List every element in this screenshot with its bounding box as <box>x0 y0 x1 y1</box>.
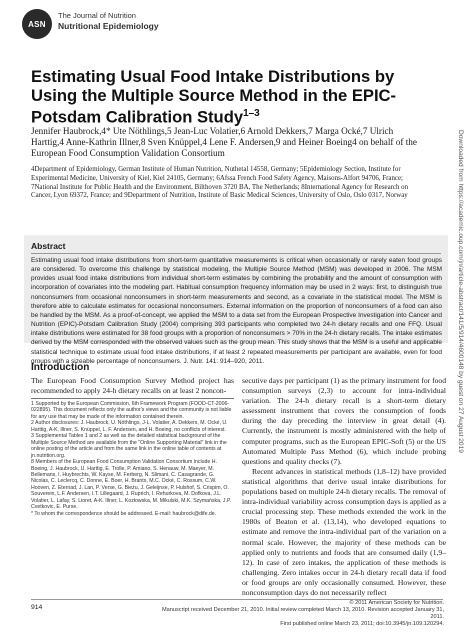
right-para-2: Recent advances in statistical methods (1,8–12) have provided statistical algorithms that derive usual intake distributions for populations based on multiple 24-h dietary recalls. The removal of intra-individual variability across consumption days is applied as a crucial processing step. These methods extended the work in the 1980s of Beaton et al. (13,14), who developed equations to estimate and remove the intra-individual part of the variation on a normal scale. However, the majority of these methods can be applied only to nutrients and foods that are consumed daily (1,9–12). In case of zero intakes, the application of these methods is challenging. Zero intakes occur in 24-h dietary recall data if food or food groups are only occasionally consumed. However, these nonconsumption days do not necessarily reflect <box>242 466 446 597</box>
footnote-divider <box>31 398 234 399</box>
authors: Jennifer Haubrock,4* Ute Nöthlings,5 Jean-Luc Volatier,6 Arnold Dekkers,7 Marga Ocké,7 Ulrich Harttig,4 Anne-Kathrin Illner,8 Sven Knüppel,4 Lene F. Andersen,9 and Heiner Boeing4 on behalf of the European Food Consumption Validation Consortium <box>31 126 417 159</box>
page-number: 914 <box>31 604 43 611</box>
journal-name: The Journal of Nutrition <box>58 11 136 20</box>
download-text: Downloaded from https://academic.oup.com/jn/article-abstract/141/5/914/4600148 by guest on 27 August 2019 <box>457 130 464 453</box>
copyright: © 2011 American Society for Nutrition. <box>349 600 444 606</box>
journal-section: Nutritional Epidemiology <box>58 21 159 31</box>
article-title <box>31 68 411 127</box>
affiliations: 4Department of Epidemiology, German Institute of Human Nutrition, Nuthetal 14558, Germany; 5Epidemiology Section, Institute for Experimental Medicine, University of Kiel, Kiel 24105, Germany; 6Afssa French Food Safety Agency, Maisons-Alfort 94706, France; 7National Institute for Public Health and the Environment, Bilthoven 3720 BA, The Netherlands; 8International Agency for Research on Cancer, Lyon 69372, France; and 9Department of Nutrition, Institute of Basic Medical Sciences, University of Oslo, Oslo 0317, Norway <box>31 166 409 200</box>
download-sidenote <box>452 130 466 550</box>
right-column <box>242 376 446 598</box>
received-text: Manuscript received December 21, 2010. Initial review completed March 13, 2010. Revision accepted January 31, 2011. <box>161 607 444 620</box>
title-text: Estimating Usual Food Intake Distributions by Using the Multiple Source Method in the EPIC-Potsdam Calibration Study <box>31 67 397 127</box>
published-text: First published online March 23, 2011; doi:10.3945/jn.109.120294. <box>280 621 444 627</box>
abstract-body <box>31 256 442 366</box>
abstract-heading: Abstract <box>31 241 66 251</box>
journal-logo <box>22 9 52 39</box>
right-para-1: secutive days per participant (1) as the primary instrument for food consumption surveys (2,3) to account for intra-individual variation. The 24-h dietary recall is a short-term dietary assessment instrument that covers the consumption of foods during the day preceding the interview in great detail (4). Currently, the instrument is mostly administered with the help of computer programs, such as the European EPIC-Soft (5) or the US Automated Multiple Pass Method (6), which include probing questions and quality checks (7). <box>242 376 446 466</box>
intro-heading: Introduction <box>31 362 90 373</box>
title-superscript: 1–3 <box>243 108 260 119</box>
abstract-citation: J. Nutr. 141: 914–920, 2011. <box>183 357 265 365</box>
intro-left-text: The European Food Consumption Survey Method project has recommended to apply 24-h dietary recalls on at least 2 noncon- <box>31 376 234 396</box>
abstract-text: Estimating usual food intake distributions from short-term quantitative measurements is critical when occasionally or rarely eaten food groups are considered. To overcome this challenge by statistical modeling, the Multiple Source Method (MSM) was developed in 2006. The MSM provides usual food intake distributions from individual short-term estimates by combining the probability and the amount of consumption with incorporation of covariates into the modeling part. Habitual consumption frequency information may be used in 2 ways: first, to distinguish true nonconsumers from occasional nonconsumers in short-term measurements and second, as a covariate in the statistical model. The MSM is therefore able to calculate estimates for occasional nonconsumers. External information on the proportion of nonconsumers of a food can also be handled by the MSM. As a proof-of-concept, we applied the MSM to a data set from the European Prospective Investigation into Cancer and Nutrition (EPIC)-Potsdam Calibration Study (2004) comprising 393 participants who completed two 24-h dietary recalls and one FFQ. Usual intake distributions were estimated for 38 food groups with a proportion of nonconsumers > 70% in the 24-h dietary recalls. The intake estimates derived by the MSM corresponded with the observed values such as the group mean. This study shows that the MSM is a useful and applicable statistical technique to estimate usual food intake distributions, if at least 2 repeated measurements per participant are available, even for food groups with a sizeable percentage of nonconsumers. <box>31 257 442 365</box>
abstract-divider <box>31 253 441 254</box>
manuscript-dates <box>160 607 444 628</box>
journal-header <box>58 11 159 31</box>
footnotes: 1 Supported by the European Commission, 6th Framework Program (FOOD-CT-2006-022895). This document reflects only the author's views and the community is not liable for any use that may be made of the information contained therein. 2 Author disclosures: J. Haubrock, U. Nöthlings, J-L. Volatier, A. Dekkers, M. Ocké, U. Harttig, A-K. Illner, S. Knüppel, L. F. Andersen, and H. Boeing, no conflicts of interest. 3 Supplemental Tables 1 and 2 as well as the detailed statistical background of the Multiple Source Method are available from the "Online Supporting Material" link in the online posting of the article and from the same link in the online table of contents at jn.nutrition.org. 8 Members of the European Food Consumption Validation Consortium include H. Boeing, J. Haubrock, U. Harttig, E. Trolle, P. Amiano, S. Henauw, M. Maeyer, M. Bellemans, I. Huybrechts, W. Kayse, M. Ferberg, N. Slimani, C. Casagrande, G. Nicolas, C. Leclercq, C. Donne, E. Boer, H. Brants, M.C. Ocké, C. Rossum, C.W. Hooven, Z. Eternad, J. Lan, P. Verse, G. Bieżu, J. Geleijnse, P. Hulshof, S. Crispim, O. Souverein, L.F. Andersen, I.T. Lillegaard, J. Ruprich, I. Rehurkova, M. Dofkova, J.L. Volatier, L. Lafay, S. Lioret, A-K. Illner, L. Kozłowska, M. Mikulski, M.K. Szymańska, J.P. Cvetkovic, E. Purse. * To whom the correspondence should be addressed. E-mail: haubrock@dife.de. <box>31 401 232 517</box>
logo-text: ASN <box>28 19 46 29</box>
